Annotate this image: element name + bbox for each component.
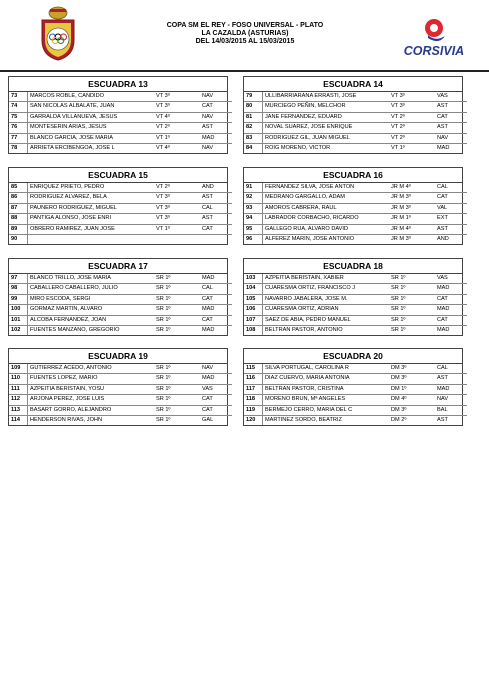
competitor-name: ENRIQUEZ PRIETO, PEDRO <box>28 183 155 193</box>
competitor-region: CAT <box>200 315 232 325</box>
competitor-category: SR 1º <box>156 327 171 334</box>
table-row <box>9 315 232 325</box>
table-row <box>9 374 232 384</box>
competitor-name: OBRERO RAMIREZ, JUAN JOSE <box>28 224 155 234</box>
table-row <box>9 395 232 405</box>
competitor-name: PANTIGA ALONSO, JOSE ENRI <box>28 214 155 224</box>
competitor-region: CAT <box>435 112 467 122</box>
sponsor-logo <box>395 16 473 62</box>
competitor-region: CAT <box>435 294 467 304</box>
competitor-name: SILVA PORTUGAL, CAROLINA R <box>263 364 390 374</box>
table-row <box>244 133 467 143</box>
competitor-region: CAT <box>200 294 232 304</box>
table-row <box>9 112 232 122</box>
competitor-region: VAS <box>435 92 467 102</box>
competitor-name: AZPEITIA BERISTAIN, YOSU <box>28 384 155 394</box>
competitor-name: FUENTES LOPEZ, MARIO <box>28 374 155 384</box>
table-row <box>9 274 232 284</box>
squad-title: ESCUADRA 13 <box>9 77 227 92</box>
competitor-category: SR 1º <box>154 294 200 304</box>
competitor-category: VT 4º <box>154 112 200 122</box>
competitor-category: VT 1º <box>391 145 405 152</box>
table-row <box>9 214 232 224</box>
table-row <box>244 326 467 336</box>
competitor-name: FUENTES MANZANO, GREGORIO <box>30 327 120 334</box>
competitor-name: GUTIERREZ ACEDO, ANTONIO <box>28 364 155 374</box>
competitor-region: CAL <box>435 364 467 374</box>
competitor-number: 74 <box>9 102 28 112</box>
competitor-number: 75 <box>9 112 28 122</box>
competitor-category: DM 3º <box>389 374 435 384</box>
competitor-number: 106 <box>244 305 263 315</box>
competitor-number: 113 <box>9 405 28 415</box>
table-row <box>244 224 467 234</box>
competitor-number: 114 <box>9 416 28 426</box>
table-row <box>244 183 467 193</box>
competitor-category: SR 1º <box>389 305 435 315</box>
competitor-region: MAD <box>200 305 232 315</box>
squad-title: ESCUADRA 19 <box>9 349 227 364</box>
competitor-category: VT 1º <box>154 224 200 234</box>
table-row <box>9 193 232 203</box>
competitor-name: MARTINEZ SORDO, BEATRIZ <box>265 417 342 424</box>
competitor-number: 95 <box>244 224 263 234</box>
competitor-region: MAD <box>435 305 467 315</box>
table-row <box>9 235 232 245</box>
squad-table <box>243 167 463 245</box>
squad-title: ESCUADRA 20 <box>244 349 462 364</box>
competitor-region: VAL <box>435 203 467 213</box>
squad-table <box>8 258 228 336</box>
competitor-category: JR M 3º <box>391 236 411 243</box>
competitor-name: GORMAZ MARTIN, ALVARO <box>28 305 155 315</box>
competitor-category: VT 4º <box>156 145 170 152</box>
table-row <box>244 102 467 112</box>
competitor-name: ARJONA PEREZ, JOSE LUIS <box>28 395 155 405</box>
table-row <box>244 92 467 102</box>
competitor-number: 82 <box>244 123 263 133</box>
table-row <box>244 284 467 294</box>
competitor-number: 94 <box>244 214 263 224</box>
competitor-number: 78 <box>9 144 28 154</box>
competitor-category: SR 1º <box>154 305 200 315</box>
competitor-name: CABALLERO CABALLERO, JULIO <box>28 284 155 294</box>
competitor-category: SR 1º <box>154 364 200 374</box>
competitor-number: 80 <box>244 102 263 112</box>
federation-crest-icon <box>38 6 78 62</box>
table-row <box>9 384 232 394</box>
competitor-name: MORENO BRUN, Mª ANGELES <box>263 395 390 405</box>
title-line-3: DEL 14/03/2015 AL 15/03/2015 <box>195 38 295 46</box>
competitor-category: SR 1º <box>154 374 200 384</box>
competitor-category: VT 2º <box>154 183 200 193</box>
squad-table <box>8 167 228 245</box>
squad-title: ESCUADRA 15 <box>9 168 227 183</box>
competitor-number: 79 <box>244 92 263 102</box>
competitor-category: VT 2º <box>389 123 435 133</box>
competitor-region: EXT <box>435 214 467 224</box>
header-divider <box>0 70 489 72</box>
table-row <box>9 183 232 193</box>
competitor-category: SR 1º <box>389 284 435 294</box>
table-row <box>9 102 232 112</box>
table-row <box>9 416 232 426</box>
competitor-category: SR 1º <box>389 274 435 284</box>
competitor-region: VAS <box>435 274 467 284</box>
competitor-name: AZPEITIA BERISTAIN, XABIER <box>263 274 390 284</box>
sponsor-name: CORSIVIA <box>403 44 465 58</box>
competitor-number: 83 <box>244 133 263 143</box>
competitor-region: MAD <box>437 145 450 152</box>
competitor-name: SAN NICOLAS ALBALATE, JUAN <box>28 102 155 112</box>
competitor-region: CAT <box>200 224 232 234</box>
competitor-name: BLANCO TRILLO, JOSE MARIA <box>28 274 155 284</box>
competitor-number: 119 <box>244 405 263 415</box>
competitor-category: VT 3º <box>154 102 200 112</box>
table-row <box>244 315 467 325</box>
squad-title: ESCUADRA 14 <box>244 77 462 92</box>
title-line-1: COPA SM EL REY - FOSO UNIVERSAL - PLATO <box>166 22 324 29</box>
table-row <box>244 203 467 213</box>
competitor-category: JR M 1º <box>389 214 435 224</box>
competitor-number: 88 <box>9 214 28 224</box>
competitor-name: FERNANDEZ SILVA, JOSE ANTON <box>263 183 390 193</box>
competitor-name: GARRALDA VILLANUEVA, JESUS <box>28 112 155 122</box>
table-row <box>244 193 467 203</box>
page-header <box>0 0 489 66</box>
competitor-region: NAV <box>202 145 214 152</box>
table-row <box>9 405 232 415</box>
table-row <box>244 294 467 304</box>
competitor-name: RODRIGUEZ GIL, JUAN MIGUEL <box>263 133 390 143</box>
competitor-number: 76 <box>9 123 28 133</box>
competitor-region: CAT <box>200 395 232 405</box>
competitor-category: SR 1º <box>154 274 200 284</box>
squad-table <box>8 76 228 154</box>
competitor-category: SR 1º <box>389 315 435 325</box>
competitor-category: DM 1º <box>389 384 435 394</box>
competitor-category: SR 1º <box>154 315 200 325</box>
competitor-number: 85 <box>9 183 28 193</box>
competitor-region: CAL <box>200 284 232 294</box>
table-row <box>9 364 232 374</box>
competitor-name: BLANCO GARCIA, JOSE MARIA <box>28 133 155 143</box>
competitor-name: NAVARRO JABALERA, JOSE M. <box>263 294 390 304</box>
competitor-category: VT 2º <box>389 133 435 143</box>
table-row <box>244 374 467 384</box>
competitor-category: SR 1º <box>156 417 171 424</box>
table-row <box>244 395 467 405</box>
competitor-name: GALLEGO RUA, ALVARO DAVID <box>263 224 390 234</box>
competitor-region: AST <box>200 214 232 224</box>
title-line-2: LA CAZALDA (ASTURIAS) <box>201 30 289 38</box>
table-row <box>9 224 232 234</box>
competitor-category: JR M 3º <box>389 193 435 203</box>
competitor-number: 101 <box>9 315 28 325</box>
competitor-category: SR 1º <box>389 294 435 304</box>
competitor-region: AST <box>435 374 467 384</box>
competitor-name: ROIG MORENO, VICTOR <box>265 145 331 152</box>
competitor-number: 115 <box>244 364 263 374</box>
competition-title <box>120 22 370 47</box>
competitor-category: SR 1º <box>391 327 406 334</box>
competitor-category <box>154 235 200 245</box>
competitor-region: MAD <box>200 133 232 143</box>
competitor-category: JR M 4º <box>389 224 435 234</box>
competitor-number: 120 <box>244 416 263 426</box>
competitor-category: VT 3º <box>389 92 435 102</box>
table-row <box>244 235 467 245</box>
competitor-region: NAV <box>200 112 232 122</box>
competitor-name: DIAZ CUERVO, MARIA ANTONIA <box>263 374 390 384</box>
competitor-name: MONTESERIN ARIAS, JESUS <box>28 123 155 133</box>
competitor-number: 96 <box>244 235 263 245</box>
competitor-number: 109 <box>9 364 28 374</box>
competitor-name: MEDRANO GARGALLO, ADAM <box>263 193 390 203</box>
competitor-name: SAEZ DE ABIA, PEDRO MANUEL <box>263 315 390 325</box>
competitor-category: DM 3º <box>389 405 435 415</box>
competitor-number: 100 <box>9 305 28 315</box>
competitor-region: MAD <box>437 327 450 334</box>
competitor-category: SR 1º <box>154 284 200 294</box>
competitor-region: AND <box>437 236 449 243</box>
competitor-region: MAD <box>200 374 232 384</box>
competitor-name: LABRADOR CORBACHO, RICARDO <box>263 214 390 224</box>
competitor-region: AST <box>435 102 467 112</box>
competitor-region: AST <box>200 193 232 203</box>
competitor-number: 87 <box>9 203 28 213</box>
table-row <box>9 92 232 102</box>
competitor-number: 111 <box>9 384 28 394</box>
competitor-category: VT 2º <box>389 112 435 122</box>
competitor-number: 97 <box>9 274 28 284</box>
competitor-category: DM 2º <box>391 417 407 424</box>
competitor-name: MARCOS ROBLE, CANDIDO <box>28 92 155 102</box>
competitor-region: AND <box>200 183 232 193</box>
competitor-region: NAV <box>200 92 232 102</box>
competitor-region: MAD <box>202 327 215 334</box>
squad-table <box>243 258 463 336</box>
competitor-name: MIRO ESCODA, SERGI <box>28 294 155 304</box>
competitor-name: BELTRAN PASTOR, ANTONIO <box>265 327 343 334</box>
table-row <box>9 203 232 213</box>
competitor-name: BERMEJO CERRO, MARIA DEL C <box>263 405 390 415</box>
competitor-number: 118 <box>244 395 263 405</box>
competitor-number: 98 <box>9 284 28 294</box>
competitor-name: ULLIBARRIARANA ERRASTI, JOSE <box>263 92 390 102</box>
competitor-number: 110 <box>9 374 28 384</box>
competitor-name: BASART GORRO, ALEJANDRO <box>28 405 155 415</box>
competitor-name: PAUNERO RODRIGUEZ, MIGUEL <box>28 203 155 213</box>
competitor-region: NAV <box>435 395 467 405</box>
table-row <box>244 305 467 315</box>
competitor-number: 89 <box>9 224 28 234</box>
competitor-region: MAD <box>435 384 467 394</box>
competitor-number: 112 <box>9 395 28 405</box>
competitor-number: 102 <box>9 326 28 336</box>
competitor-category: VT 3º <box>154 193 200 203</box>
competitor-region: NAV <box>200 364 232 374</box>
competitor-region <box>200 235 232 245</box>
squad-title: ESCUADRA 18 <box>244 259 462 274</box>
table-row <box>244 123 467 133</box>
table-row <box>9 133 232 143</box>
competitor-region: VAS <box>200 384 232 394</box>
competitor-category: JR M 4º <box>389 183 435 193</box>
competitor-name <box>28 235 155 245</box>
competitor-name: NOVAL SUAREZ, JOSE ENRIQUE <box>263 123 390 133</box>
competitor-region: CAT <box>200 102 232 112</box>
competitor-number: 93 <box>244 203 263 213</box>
competitor-region: CAL <box>200 203 232 213</box>
competitor-category: VT 3º <box>154 92 200 102</box>
table-row <box>9 144 232 154</box>
table-row <box>9 326 232 336</box>
competitor-category: JR M 3º <box>389 203 435 213</box>
competitor-category: VT 3º <box>154 203 200 213</box>
competitor-number: 105 <box>244 294 263 304</box>
competitor-name: HENDERSON RIVAS, JOHN <box>30 417 103 424</box>
competitor-name: MURCIEGO PEÑIN, MELCHOR <box>263 102 390 112</box>
table-row <box>244 405 467 415</box>
table-row <box>244 384 467 394</box>
competitor-number: 81 <box>244 112 263 122</box>
competitor-number: 99 <box>9 294 28 304</box>
squad-title: ESCUADRA 17 <box>9 259 227 274</box>
table-row <box>244 112 467 122</box>
competitor-number: 90 <box>9 235 28 245</box>
competitor-number: 107 <box>244 315 263 325</box>
competitor-region: MAD <box>200 274 232 284</box>
squad-table <box>8 348 228 426</box>
squad-table <box>243 76 463 154</box>
competitor-category: VT 3º <box>389 102 435 112</box>
competitor-number: 92 <box>244 193 263 203</box>
table-row <box>244 416 467 426</box>
table-row <box>9 294 232 304</box>
competitor-number: 108 <box>244 326 263 336</box>
table-row <box>9 284 232 294</box>
competitor-number: 84 <box>244 144 263 154</box>
competitor-name: ALFEREZ MARIN, JOSE ANTONIO <box>265 236 355 243</box>
competitor-number: 91 <box>244 183 263 193</box>
competitor-region: CAT <box>435 315 467 325</box>
table-row <box>244 274 467 284</box>
competitor-name: ALCOBA FERNANDEZ, JOAN <box>28 315 155 325</box>
competitor-region: GAL <box>202 417 214 424</box>
competitor-category: VT 3º <box>154 214 200 224</box>
competitor-category: SR 1º <box>154 405 200 415</box>
competitor-region: AST <box>200 123 232 133</box>
competitor-name: JANE FERNANDEZ, EDUARD <box>263 112 390 122</box>
competitor-region: AST <box>435 123 467 133</box>
competitor-name: CUARESMA ORTIZ, FRANCISCO J <box>263 284 390 294</box>
competitor-region: BAL <box>435 405 467 415</box>
competitor-region: CAT <box>200 405 232 415</box>
competitor-region: CAL <box>435 183 467 193</box>
squad-table <box>243 348 463 426</box>
competitor-region: NAV <box>435 133 467 143</box>
table-row <box>244 364 467 374</box>
table-row <box>244 144 467 154</box>
squad-title: ESCUADRA 16 <box>244 168 462 183</box>
table-row <box>244 214 467 224</box>
sponsor-swirl-icon <box>395 16 473 46</box>
competitor-number: 77 <box>9 133 28 143</box>
competitor-region: CAT <box>435 193 467 203</box>
competitor-number: 103 <box>244 274 263 284</box>
competitor-category: VT 1º <box>154 133 200 143</box>
competitor-region: AST <box>437 417 448 424</box>
competitor-category: SR 1º <box>154 384 200 394</box>
competitor-category: SR 1º <box>154 395 200 405</box>
competitor-number: 117 <box>244 384 263 394</box>
competitor-name: CUARESMA ORTIZ, ADRIAN <box>263 305 390 315</box>
competitor-name: ARRIETA ERCIBENGOA, JOSE L <box>30 145 115 152</box>
competitor-category: DM 4º <box>389 395 435 405</box>
competitor-region: MAD <box>435 284 467 294</box>
table-row <box>9 123 232 133</box>
competitor-number: 86 <box>9 193 28 203</box>
competitor-region: AST <box>435 224 467 234</box>
competitor-number: 116 <box>244 374 263 384</box>
table-row <box>9 305 232 315</box>
competitor-number: 73 <box>9 92 28 102</box>
competitor-category: DM 3º <box>389 364 435 374</box>
competitor-name: BELTRAN PASTOR, CRISTINA <box>263 384 390 394</box>
competitor-category: VT 2º <box>154 123 200 133</box>
competitor-name: AMOROS CABRERA, RAUL <box>263 203 390 213</box>
competitor-number: 104 <box>244 284 263 294</box>
competitor-name: RODRIGUEZ ALVAREZ, BELA <box>28 193 155 203</box>
